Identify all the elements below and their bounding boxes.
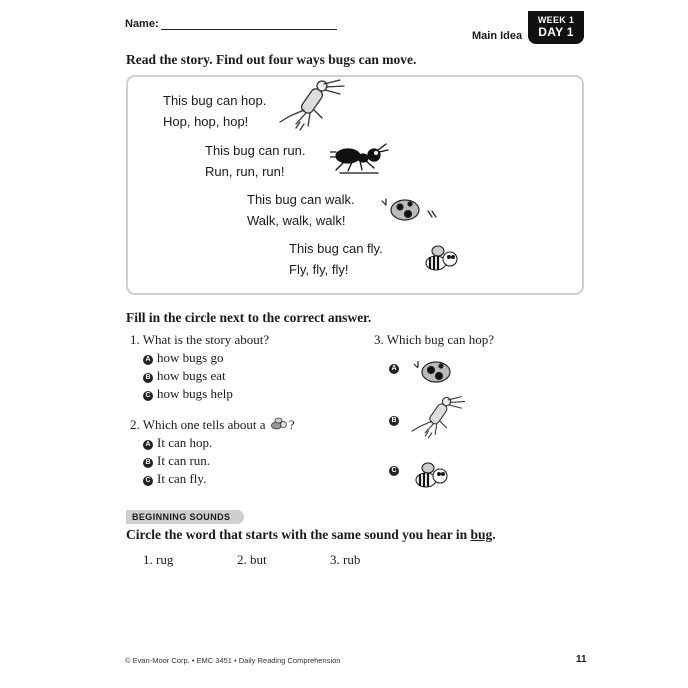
answer-bubble-c[interactable]: C [143,476,153,486]
stanza-2: This bug can run. Run, run, run! [205,143,306,179]
word-choice-1[interactable]: 1. rug [143,552,174,567]
skill-label: Main Idea [472,30,523,42]
badge-week: WEEK 1 [537,15,575,25]
question-2-text: 2. Which one tells about a ? [130,417,295,432]
answer-bubble-b[interactable]: B [143,458,153,468]
name-field[interactable] [161,29,337,30]
bee-icon [422,243,460,275]
word-choice-2[interactable]: 2. but [237,552,267,567]
ladybug-icon [412,358,456,386]
bee-icon [269,417,289,431]
beginning-sounds-instruction: Circle the word that starts with the same sound you hear in bug. [126,527,496,542]
name-label: Name: [125,18,159,30]
q3-answer-bubble-c[interactable]: C [389,466,399,476]
q1-option-b[interactable]: B how bugs eat [130,367,269,385]
grasshopper-icon [410,395,470,441]
grasshopper-icon [278,78,350,134]
question-1 [130,331,269,403]
q2-option-a[interactable]: A It can hop. [130,434,295,452]
section-tag-beginning-sounds: BEGINNING SOUNDS [126,510,244,524]
stanza-3: This bug can walk. Walk, walk, walk! [247,192,355,228]
question-1-text: 1. What is the story about? [130,332,270,347]
answer-bubble-c[interactable]: C [143,391,153,401]
answer-bubble-b[interactable]: B [143,373,153,383]
ant-icon [330,140,390,176]
ladybug-icon [380,195,440,225]
week-day-badge [528,11,584,44]
word-choice-3[interactable]: 3. rub [330,552,361,567]
stanza-4: This bug can fly. Fly, fly, fly! [289,241,383,277]
q2-option-b[interactable]: B It can run. [130,452,295,470]
quiz-instruction: Fill in the circle next to the correct answer. [126,310,372,325]
page-number: 11 [576,654,587,665]
q1-option-c[interactable]: C how bugs help [130,385,269,403]
badge-day: DAY 1 [538,25,574,39]
stanza-1: This bug can hop. Hop, hop, hop! [163,93,267,129]
q2-option-c[interactable]: C It can fly. [130,470,295,488]
footer-credit: © Evan-Moor Corp. • EMC 3451 • Daily Reading Comprehension [125,656,341,665]
bee-icon [412,460,450,492]
question-3-text: 3. Which bug can hop? [374,332,494,347]
q1-option-a[interactable]: A how bugs go [130,349,269,367]
answer-bubble-a[interactable]: A [143,355,153,365]
target-word: bug [470,527,493,542]
question-2 [130,416,295,488]
answer-bubble-a[interactable]: A [143,440,153,450]
q3-answer-bubble-b[interactable]: B [389,416,399,426]
story-instruction: Read the story. Find out four ways bugs can move. [126,52,417,67]
q3-answer-bubble-a[interactable]: A [389,364,399,374]
